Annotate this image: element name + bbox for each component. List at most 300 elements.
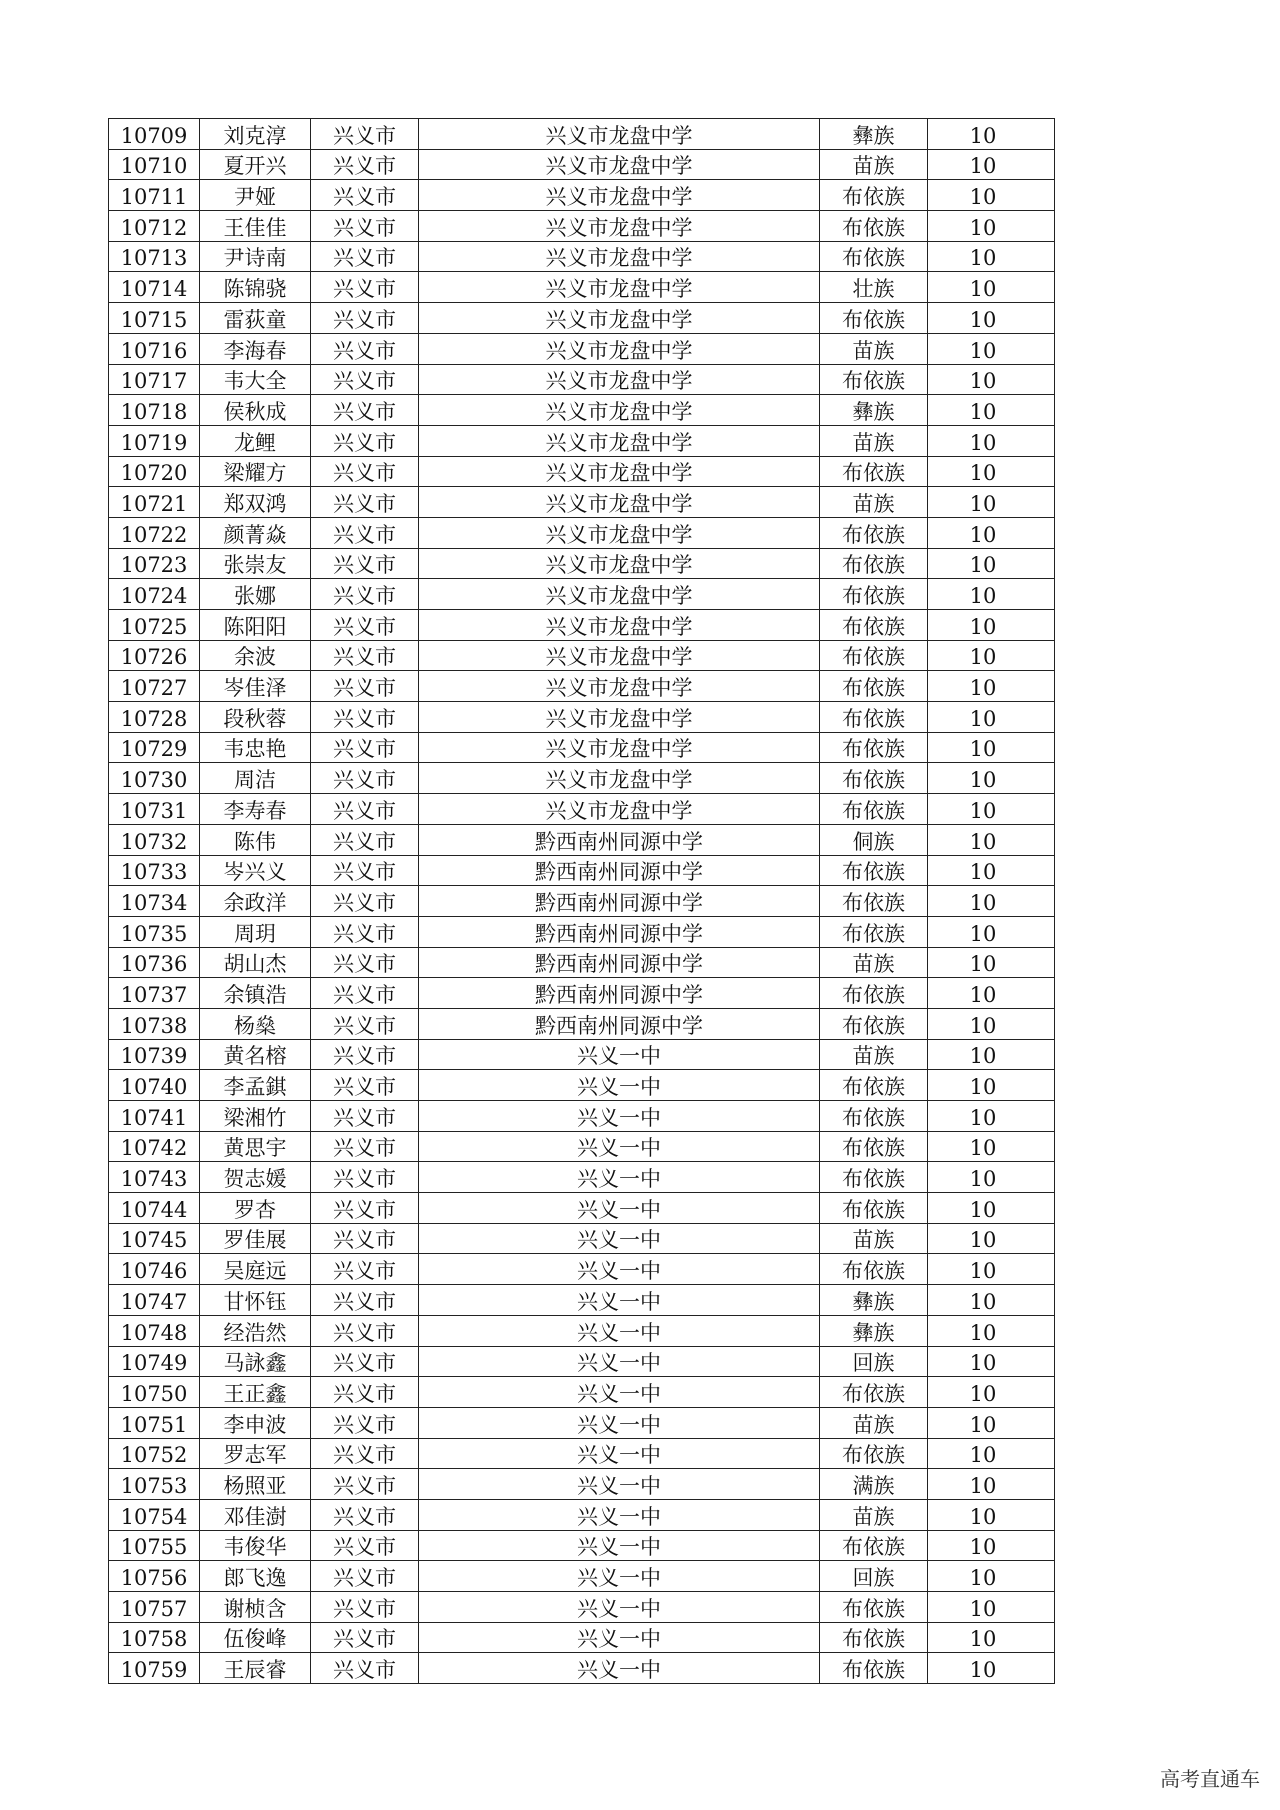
cell-ethnicity: 苗族 [820,487,928,518]
cell-school: 兴义市龙盘中学 [419,211,820,242]
cell-name: 尹诗南 [200,241,311,272]
cell-name: 周玥 [200,916,311,947]
cell-name: 韦忠艳 [200,732,311,763]
cell-name: 韦俊华 [200,1530,311,1561]
cell-name: 马詠鑫 [200,1346,311,1377]
cell-id: 10711 [109,180,200,211]
cell-name: 侯秋成 [200,395,311,426]
cell-score-value: 10 [969,399,997,424]
table-row [109,1070,1055,1101]
cell-id: 10713 [109,241,200,272]
cell-id: 10734 [109,886,200,917]
cell-city: 兴义市 [311,1653,419,1684]
cell-school: 兴义一中 [419,1438,820,1469]
table-row [109,1101,1055,1132]
cell-ethnicity: 苗族 [820,425,928,456]
cell-city: 兴义市 [311,1561,419,1592]
cell-id: 10739 [109,1039,200,1070]
table-row [109,640,1055,671]
cell-ethnicity: 布依族 [820,1530,928,1561]
cell-name: 罗佳展 [200,1223,311,1254]
cell-score [928,364,1055,395]
cell-score-value: 10 [969,277,997,302]
cell-id: 10749 [109,1346,200,1377]
cell-school: 兴义一中 [419,1070,820,1101]
cell-ethnicity: 苗族 [820,1039,928,1070]
cell-school: 兴义市龙盘中学 [419,702,820,733]
cell-score [928,886,1055,917]
cell-id: 10719 [109,425,200,456]
cell-ethnicity: 回族 [820,1561,928,1592]
cell-score-value: 10 [969,921,997,946]
cell-score-value: 10 [969,430,997,455]
cell-ethnicity: 布依族 [820,916,928,947]
cell-score-value: 10 [969,1105,997,1130]
cell-city: 兴义市 [311,149,419,180]
cell-school: 黔西南州同源中学 [419,978,820,1009]
cell-score-value: 10 [969,1228,997,1253]
cell-school: 黔西南州同源中学 [419,855,820,886]
table-row [109,978,1055,1009]
cell-city: 兴义市 [311,947,419,978]
cell-name: 段秋蓉 [200,702,311,733]
cell-name: 吴庭远 [200,1254,311,1285]
cell-school: 黔西南州同源中学 [419,1008,820,1039]
cell-name: 张娜 [200,579,311,610]
cell-name: 罗杏 [200,1193,311,1224]
cell-school: 兴义一中 [419,1101,820,1132]
cell-score [928,1346,1055,1377]
cell-id: 10732 [109,824,200,855]
table-row [109,425,1055,456]
cell-name: 罗志军 [200,1438,311,1469]
cell-name: 陈阳阳 [200,610,311,641]
cell-ethnicity: 壮族 [820,272,928,303]
cell-score [928,702,1055,733]
cell-name: 李寿春 [200,794,311,825]
cell-ethnicity: 彝族 [820,1315,928,1346]
cell-score [928,1039,1055,1070]
cell-ethnicity: 布依族 [820,1254,928,1285]
cell-ethnicity: 布依族 [820,517,928,548]
cell-school: 兴义一中 [419,1285,820,1316]
cell-score-value: 10 [969,1596,997,1621]
cell-score-value: 10 [969,676,997,701]
cell-score-value: 10 [969,768,997,793]
cell-name: 李申波 [200,1407,311,1438]
cell-ethnicity: 苗族 [820,149,928,180]
cell-score [928,610,1055,641]
cell-school: 兴义一中 [419,1346,820,1377]
cell-score [928,794,1055,825]
cell-name: 胡山杰 [200,947,311,978]
cell-school: 兴义一中 [419,1377,820,1408]
cell-score-value: 10 [969,1504,997,1529]
cell-score [928,1469,1055,1500]
cell-id: 10730 [109,763,200,794]
cell-city: 兴义市 [311,1070,419,1101]
table-row [109,241,1055,272]
cell-score-value: 10 [969,1075,997,1099]
cell-school: 黔西南州同源中学 [419,947,820,978]
cell-city: 兴义市 [311,119,419,150]
cell-city: 兴义市 [311,1223,419,1254]
cell-city: 兴义市 [311,517,419,548]
cell-score [928,272,1055,303]
cell-ethnicity: 苗族 [820,1407,928,1438]
cell-ethnicity: 布依族 [820,1438,928,1469]
cell-score [928,241,1055,272]
cell-city: 兴义市 [311,610,419,641]
cell-score [928,640,1055,671]
cell-id: 10716 [109,333,200,364]
cell-id: 10717 [109,364,200,395]
cell-city: 兴义市 [311,916,419,947]
cell-name: 杨燊 [200,1008,311,1039]
cell-id: 10746 [109,1254,200,1285]
table-row [109,1407,1055,1438]
cell-school: 黔西南州同源中学 [419,886,820,917]
cell-score-value: 10 [969,584,997,608]
cell-name: 雷荻童 [200,303,311,334]
cell-id: 10740 [109,1070,200,1101]
cell-name: 岑兴义 [200,855,311,886]
cell-name: 周洁 [200,763,311,794]
cell-school: 兴义市龙盘中学 [419,272,820,303]
cell-city: 兴义市 [311,1285,419,1316]
cell-name: 颜菁焱 [200,517,311,548]
table-row [109,671,1055,702]
cell-id: 10738 [109,1008,200,1039]
cell-school: 兴义市龙盘中学 [419,364,820,395]
cell-school: 兴义一中 [419,1530,820,1561]
cell-name: 李孟錤 [200,1070,311,1101]
cell-ethnicity: 彝族 [820,395,928,426]
cell-school: 兴义一中 [419,1622,820,1653]
table-row [109,1592,1055,1623]
cell-id: 10750 [109,1377,200,1408]
cell-score [928,1315,1055,1346]
table-row [109,487,1055,518]
table-row [109,395,1055,426]
cell-name: 邓佳澍 [200,1499,311,1530]
table-row [109,211,1055,242]
roster-table [108,118,1055,1684]
cell-id: 10735 [109,916,200,947]
cell-ethnicity: 布依族 [820,579,928,610]
cell-city: 兴义市 [311,395,419,426]
cell-score-value: 10 [969,1044,997,1069]
cell-id: 10754 [109,1499,200,1530]
table-row [109,886,1055,917]
cell-name: 夏开兴 [200,149,311,180]
cell-ethnicity: 布依族 [820,1622,928,1653]
cell-score [928,119,1055,150]
cell-name: 经浩然 [200,1315,311,1346]
cell-city: 兴义市 [311,1008,419,1039]
table-row [109,303,1055,334]
cell-ethnicity: 苗族 [820,333,928,364]
table-row [109,1346,1055,1377]
cell-id: 10728 [109,702,200,733]
cell-score-value: 10 [969,1535,997,1560]
cell-name: 龙鲤 [200,425,311,456]
table-row [109,1193,1055,1224]
cell-score-value: 10 [969,185,997,210]
cell-school: 兴义市龙盘中学 [419,180,820,211]
cell-score-value: 10 [969,1013,997,1038]
cell-score [928,1561,1055,1592]
cell-ethnicity: 布依族 [820,211,928,242]
cell-school: 兴义市龙盘中学 [419,610,820,641]
cell-score [928,1008,1055,1039]
cell-school: 兴义市龙盘中学 [419,548,820,579]
table-row [109,1499,1055,1530]
cell-id: 10744 [109,1193,200,1224]
cell-score-value: 10 [969,1167,997,1192]
table-row [109,333,1055,364]
cell-score [928,1254,1055,1285]
table-row [109,119,1055,150]
cell-school: 兴义一中 [419,1162,820,1193]
cell-id: 10724 [109,579,200,610]
cell-ethnicity: 布依族 [820,180,928,211]
cell-school: 兴义一中 [419,1407,820,1438]
cell-score [928,425,1055,456]
cell-name: 郑双鸿 [200,487,311,518]
cell-score-value: 10 [969,1443,997,1468]
cell-ethnicity: 布依族 [820,1070,928,1101]
cell-score [928,732,1055,763]
cell-school: 兴义市龙盘中学 [419,579,820,610]
cell-score-value: 10 [969,1658,997,1683]
cell-id: 10742 [109,1131,200,1162]
cell-score [928,180,1055,211]
cell-score-value: 10 [969,1289,997,1314]
cell-score [928,763,1055,794]
cell-score-value: 10 [969,1259,997,1284]
cell-school: 兴义市龙盘中学 [419,456,820,487]
cell-id: 10729 [109,732,200,763]
cell-score-value: 10 [969,1627,997,1652]
cell-id: 10721 [109,487,200,518]
cell-score-value: 10 [969,246,997,271]
cell-score [928,855,1055,886]
cell-score [928,303,1055,334]
cell-city: 兴义市 [311,211,419,242]
cell-name: 刘克淳 [200,119,311,150]
cell-score-value: 10 [969,1136,997,1161]
cell-school: 兴义一中 [419,1561,820,1592]
cell-name: 陈伟 [200,824,311,855]
cell-school: 兴义市龙盘中学 [419,763,820,794]
cell-id: 10748 [109,1315,200,1346]
table-row [109,824,1055,855]
cell-ethnicity: 布依族 [820,855,928,886]
cell-name: 韦大全 [200,364,311,395]
cell-id: 10715 [109,303,200,334]
cell-name: 黄名榕 [200,1039,311,1070]
cell-ethnicity: 布依族 [820,548,928,579]
cell-name: 尹娅 [200,180,311,211]
cell-city: 兴义市 [311,1499,419,1530]
cell-score-value: 10 [969,798,997,823]
cell-id: 10752 [109,1438,200,1469]
cell-school: 兴义市龙盘中学 [419,487,820,518]
cell-id: 10723 [109,548,200,579]
cell-school: 兴义一中 [419,1592,820,1623]
cell-score-value: 10 [969,553,997,578]
cell-id: 10722 [109,517,200,548]
cell-ethnicity: 布依族 [820,702,928,733]
cell-score [928,1223,1055,1254]
cell-ethnicity: 布依族 [820,1162,928,1193]
cell-id: 10757 [109,1592,200,1623]
table-row [109,1561,1055,1592]
cell-city: 兴义市 [311,1622,419,1653]
cell-city: 兴义市 [311,1438,419,1469]
cell-ethnicity: 布依族 [820,364,928,395]
cell-score-value: 10 [969,369,997,394]
cell-school: 兴义市龙盘中学 [419,333,820,364]
cell-score-value: 10 [969,123,997,148]
table-row [109,1315,1055,1346]
cell-score-value: 10 [969,1412,997,1437]
cell-score [928,1438,1055,1469]
table-row [109,916,1055,947]
cell-school: 兴义一中 [419,1315,820,1346]
cell-score-value: 10 [969,614,997,639]
cell-ethnicity: 回族 [820,1346,928,1377]
cell-id: 10759 [109,1653,200,1684]
cell-city: 兴义市 [311,1131,419,1162]
cell-name: 陈锦骁 [200,272,311,303]
table-row [109,579,1055,610]
cell-score-value: 10 [969,982,997,1007]
cell-ethnicity: 布依族 [820,671,928,702]
cell-id: 10753 [109,1469,200,1500]
cell-id: 10731 [109,794,200,825]
table-row [109,1530,1055,1561]
cell-score-value: 10 [969,1351,997,1376]
cell-city: 兴义市 [311,1162,419,1193]
table-row [109,794,1055,825]
cell-city: 兴义市 [311,487,419,518]
cell-score [928,1193,1055,1224]
cell-score [928,1499,1055,1530]
cell-score [928,517,1055,548]
cell-id: 10751 [109,1407,200,1438]
cell-score [928,1131,1055,1162]
cell-score [928,149,1055,180]
cell-ethnicity: 布依族 [820,1008,928,1039]
cell-city: 兴义市 [311,1592,419,1623]
cell-city: 兴义市 [311,272,419,303]
table-row [109,364,1055,395]
cell-school: 黔西南州同源中学 [419,824,820,855]
cell-id: 10737 [109,978,200,1009]
cell-city: 兴义市 [311,824,419,855]
cell-id: 10727 [109,671,200,702]
table-row [109,517,1055,548]
cell-id: 10712 [109,211,200,242]
cell-school: 兴义市龙盘中学 [419,149,820,180]
table-row [109,1438,1055,1469]
cell-score-value: 10 [969,1473,997,1498]
table-row [109,1285,1055,1316]
cell-score-value: 10 [969,1566,997,1590]
cell-score [928,211,1055,242]
cell-name: 杨照亚 [200,1469,311,1500]
cell-name: 余政洋 [200,886,311,917]
cell-score [928,1530,1055,1561]
cell-score [928,487,1055,518]
cell-name: 余镇浩 [200,978,311,1009]
cell-score [928,1622,1055,1653]
cell-school: 兴义市龙盘中学 [419,640,820,671]
table-row [109,1653,1055,1684]
cell-school: 兴义市龙盘中学 [419,517,820,548]
table-row [109,763,1055,794]
cell-ethnicity: 布依族 [820,1653,928,1684]
table-row [109,456,1055,487]
cell-city: 兴义市 [311,1530,419,1561]
cell-school: 兴义市龙盘中学 [419,119,820,150]
cell-id: 10743 [109,1162,200,1193]
table-row [109,732,1055,763]
cell-score-value: 10 [969,952,997,977]
cell-ethnicity: 布依族 [820,456,928,487]
cell-name: 梁湘竹 [200,1101,311,1132]
cell-score [928,1101,1055,1132]
cell-city: 兴义市 [311,456,419,487]
cell-ethnicity: 彝族 [820,119,928,150]
cell-score [928,1285,1055,1316]
cell-score-value: 10 [969,737,997,762]
cell-city: 兴义市 [311,303,419,334]
cell-city: 兴义市 [311,702,419,733]
cell-id: 10756 [109,1561,200,1592]
cell-id: 10745 [109,1223,200,1254]
cell-ethnicity: 苗族 [820,947,928,978]
cell-id: 10714 [109,272,200,303]
cell-school: 兴义一中 [419,1193,820,1224]
cell-score-value: 10 [969,860,997,885]
cell-score [928,579,1055,610]
cell-city: 兴义市 [311,794,419,825]
cell-score [928,916,1055,947]
cell-ethnicity: 布依族 [820,1377,928,1408]
cell-ethnicity: 布依族 [820,886,928,917]
cell-score-value: 10 [969,215,997,240]
cell-ethnicity: 布依族 [820,732,928,763]
cell-name: 甘怀钰 [200,1285,311,1316]
cell-score-value: 10 [969,1197,997,1222]
table-row [109,1622,1055,1653]
cell-school: 兴义一中 [419,1131,820,1162]
cell-score-value: 10 [969,1381,997,1406]
cell-score [928,1162,1055,1193]
cell-city: 兴义市 [311,579,419,610]
cell-name: 岑佳泽 [200,671,311,702]
cell-id: 10726 [109,640,200,671]
table-row [109,1039,1055,1070]
cell-city: 兴义市 [311,241,419,272]
cell-city: 兴义市 [311,425,419,456]
cell-score-value: 10 [969,338,997,363]
table-row [109,1469,1055,1500]
cell-ethnicity: 布依族 [820,610,928,641]
